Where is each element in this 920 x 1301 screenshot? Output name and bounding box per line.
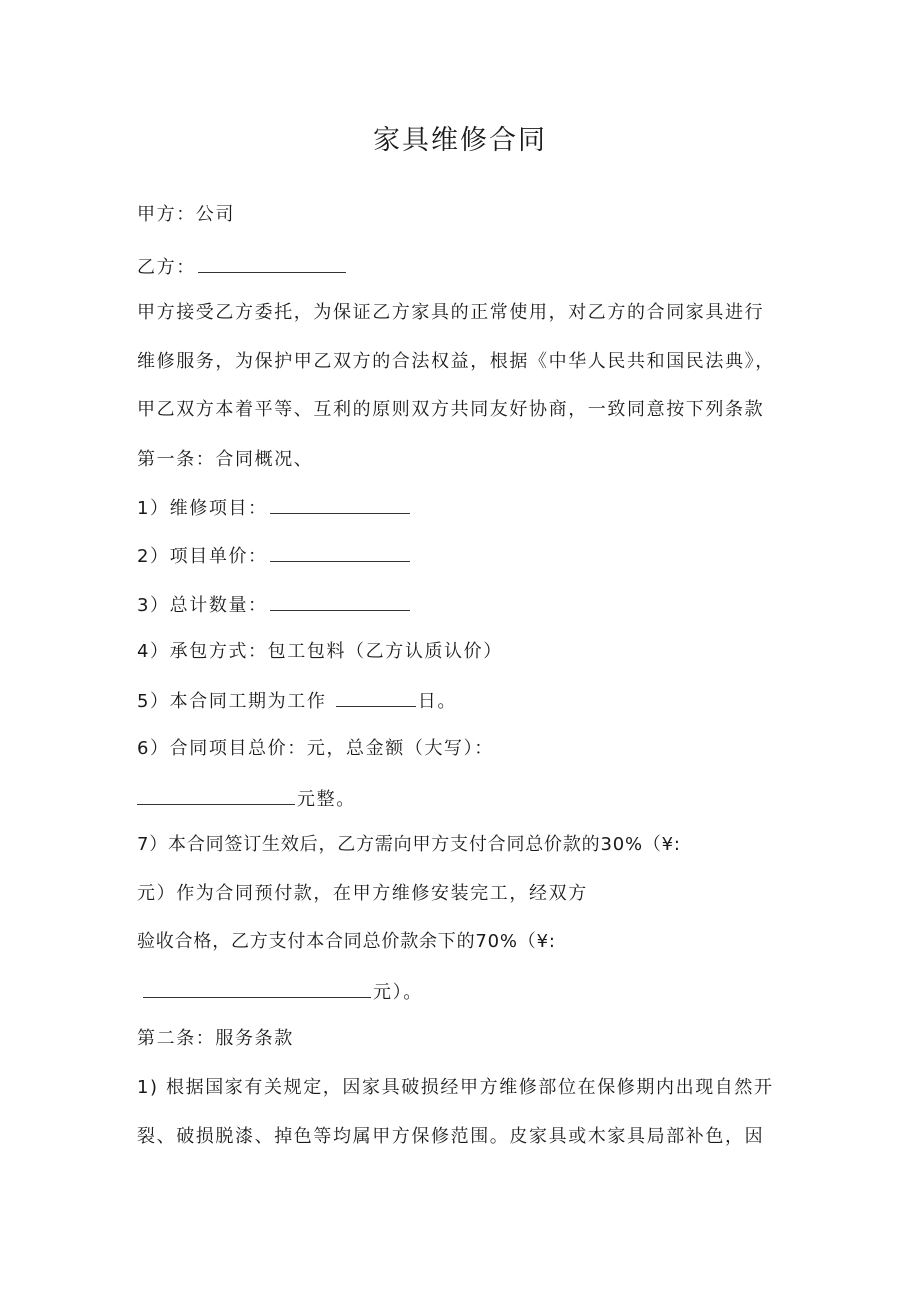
item-5-line	[137, 688, 457, 714]
party-b-label: 乙方：	[137, 257, 196, 278]
article-2-line-2: 裂、破损脱漆、掉色等均属甲方保修范围。皮家具或木家具局部补色，因	[137, 1126, 765, 1147]
party-b-line	[137, 254, 348, 280]
item-7-tail: 元）。	[373, 982, 423, 1003]
intro-line-1: 甲方接受乙方委托，为保证乙方家具的正常使用，对乙方的合同家具进行	[137, 302, 765, 323]
item-5-blank	[336, 688, 416, 707]
item-1-label: 1）维修项目：	[137, 498, 268, 519]
item-7-tail-line	[137, 979, 423, 1005]
item-3-line	[137, 592, 412, 618]
item-4-line: 4）承包方式：包工包料（乙方认质认价）	[137, 641, 503, 662]
item-6-line: 6）合同项目总价：元，总金额（大写）：	[137, 738, 494, 759]
item-7-line-1: 7）本合同签订生效后，乙方需向甲方支付合同总价款的30%（¥:	[137, 834, 681, 855]
item-2-blank	[270, 543, 410, 562]
item-6-tail-line	[137, 786, 356, 812]
item-7-blank	[143, 979, 371, 998]
party-a-line: 甲方：公司	[137, 204, 235, 225]
item-7-line-3: 验收合格，乙方支付本合同总价款余下的70%（¥:	[137, 931, 556, 952]
intro-line-2: 维修服务，为保护甲乙双方的合法权益，根据《中华人民共和国民法典》，	[137, 351, 775, 372]
item-2-label: 2）项目单价：	[137, 546, 268, 567]
item-1-line	[137, 495, 412, 521]
item-1-blank	[270, 495, 410, 514]
item-6-blank	[137, 786, 295, 805]
item-3-blank	[270, 592, 410, 611]
party-b-blank	[198, 254, 346, 273]
item-5-label: 5）本合同工期为工作	[137, 691, 327, 712]
contract-title: 家具维修合同	[373, 125, 547, 156]
article-2-line-1: 1) 根据国家有关规定，因家具破损经甲方维修部位在保修期内出现自然开	[137, 1077, 774, 1098]
article-2-heading: 第二条：服务条款	[137, 1028, 294, 1049]
article-1-heading: 第一条：合同概况、	[137, 449, 314, 470]
item-3-label: 3）总计数量：	[137, 595, 268, 616]
intro-line-3: 甲乙双方本着平等、互利的原则双方共同友好协商，一致同意按下列条款	[137, 399, 765, 420]
item-7-line-2: 元）作为合同预付款，在甲方维修安装完工，经双方	[137, 883, 588, 904]
item-5-suffix: 日。	[417, 691, 457, 712]
item-2-line	[137, 543, 412, 569]
item-6-tail: 元整。	[297, 789, 356, 810]
